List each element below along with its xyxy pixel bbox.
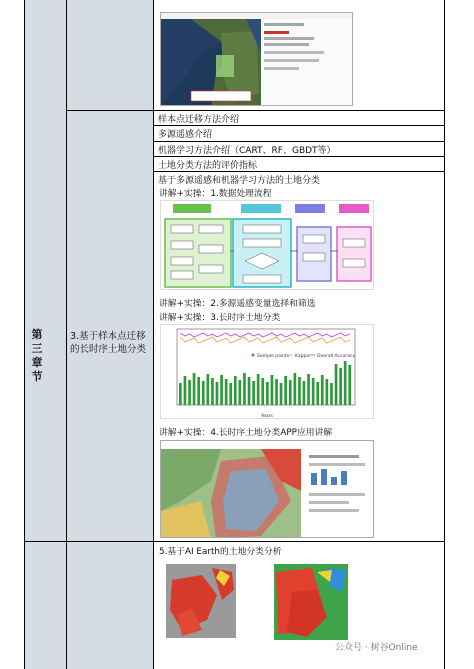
ai-earth-title: 5.基于AI Earth的土地分类分析 <box>159 547 282 557</box>
item-ml-methods: 机器学习方法介绍（CART、RF、GBDT等） <box>158 146 336 156</box>
chart-bar <box>188 380 191 405</box>
chart-bar <box>229 383 232 405</box>
section-title: 3.基于样本点迁移的长时序土地分类 <box>70 331 147 355</box>
item-sample-migration: 样本点迁移方法介绍 <box>158 115 240 125</box>
chart-bar <box>316 382 319 405</box>
workflow-graphic <box>161 201 374 290</box>
chart-bar <box>330 383 333 405</box>
chart-bar <box>184 376 187 405</box>
chart-bar <box>216 382 219 405</box>
chart-bar <box>326 379 329 405</box>
accuracy-chart <box>160 324 374 419</box>
chart-bar <box>252 381 255 405</box>
chart-bar <box>261 378 264 405</box>
chart-bar <box>280 383 283 405</box>
table-border-right <box>444 0 445 669</box>
chart-bar <box>271 375 274 405</box>
chart-bar <box>266 382 269 405</box>
chart-bar <box>335 364 338 405</box>
ai-earth-map-1 <box>162 560 248 650</box>
item-multisource-rs: 多源遥感介绍 <box>158 130 213 140</box>
chart-bar <box>339 368 342 405</box>
chart-bar <box>321 375 324 405</box>
chart-bar <box>211 378 214 405</box>
explain-1: 讲解+实操：1.数据处理流程 <box>159 189 272 199</box>
gee-map-graphic <box>161 13 353 106</box>
row-divider <box>66 110 445 111</box>
row-divider <box>153 156 445 157</box>
chart-bar <box>220 375 223 405</box>
item-classification: 基于多源遥感和机器学习方法的土地分类 <box>158 176 321 186</box>
chart-bar <box>243 373 246 405</box>
chart-bar <box>312 378 315 405</box>
legend-kappa: Kappa <box>295 354 310 359</box>
explain-4: 讲解+实操：4.长时序土地分类APP应用讲解 <box>159 428 333 438</box>
chart-bar <box>257 374 260 405</box>
chart-bar <box>294 373 297 405</box>
legend-sample: Sample points <box>257 354 290 359</box>
wechat-watermark: 公众号 · 树谷Online <box>335 643 418 653</box>
workflow-diagram <box>160 200 374 290</box>
ai-earth-map-2 <box>272 562 352 644</box>
legend-oa: Overall Accuracy <box>317 354 356 359</box>
chart-bar <box>225 379 228 405</box>
chart-bar <box>193 373 196 405</box>
accuracy-chart-graphic <box>161 325 374 419</box>
explain-3: 讲解+实操：3.长时序土地分类 <box>159 313 281 323</box>
table-border-left <box>24 0 25 669</box>
chart-bar <box>207 374 210 405</box>
chart-bar <box>197 377 200 405</box>
chart-bar <box>284 376 287 405</box>
chart-bar <box>298 377 301 405</box>
row-divider <box>153 171 445 172</box>
chart-bar <box>239 380 242 405</box>
chart-bar <box>344 361 347 405</box>
chart-bar <box>289 380 292 405</box>
chapter-label: 第三章节 <box>31 328 43 383</box>
ai-earth-result-1 <box>162 560 248 650</box>
table-border-col1 <box>66 0 67 669</box>
chart-bar <box>303 381 306 405</box>
chart-bar <box>202 381 205 405</box>
chart-x-label: Years <box>261 414 273 419</box>
gee-map-screenshot <box>160 12 353 106</box>
chart-bar <box>275 379 278 405</box>
row-divider <box>24 541 445 542</box>
chart-bar <box>248 377 251 405</box>
ai-earth-result-2 <box>272 562 352 644</box>
chart-bar <box>348 365 351 405</box>
chart-bar <box>234 376 237 405</box>
app-screenshot <box>160 440 374 538</box>
app-map-graphic <box>161 441 374 538</box>
row-divider <box>153 141 445 142</box>
chart-bar <box>179 383 182 405</box>
explain-2: 讲解+实操：2.多源遥感变量选择和筛选 <box>159 299 316 309</box>
chart-bar <box>307 374 310 405</box>
row-divider <box>153 125 445 126</box>
item-eval-metrics: 土地分类方法的评价指标 <box>158 161 258 171</box>
